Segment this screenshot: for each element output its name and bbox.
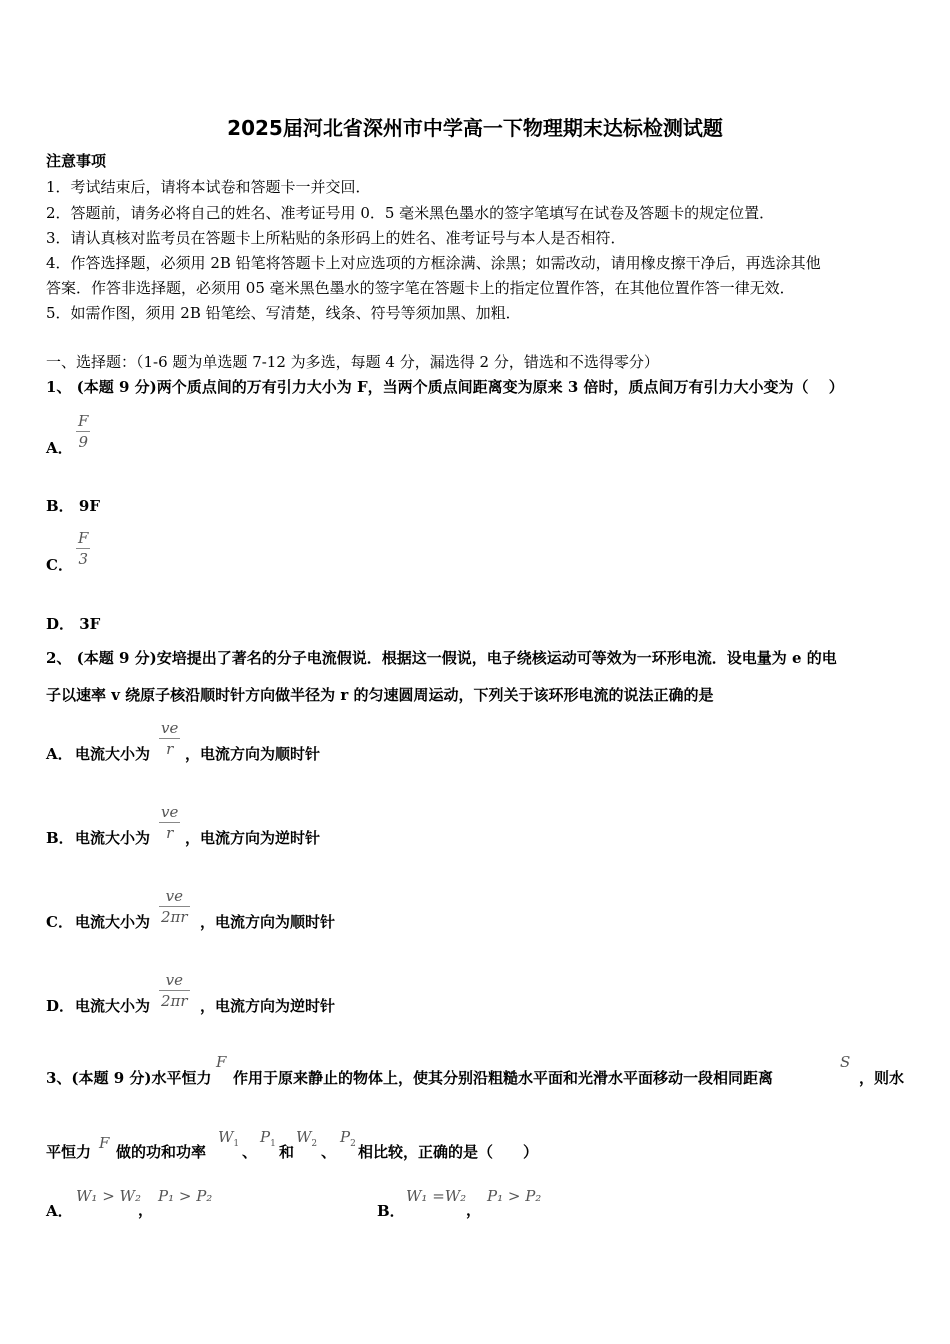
- denominator: 9: [78, 433, 88, 451]
- q2-option-c-prefix: 电流大小为: [75, 913, 151, 931]
- notice-item: 2．答题前，请务必将自己的姓名、准考证号用 0．5 毫米黑色墨水的签字笔填写在试卷及答题卡的规定位置．: [46, 204, 775, 222]
- question-3-stem-part6: 相比较，正确的是（ ）: [358, 1143, 539, 1161]
- letter: W: [218, 1128, 234, 1146]
- symbol-P1: [260, 1128, 276, 1149]
- q2-option-b-prefix: 电流大小为: [75, 829, 151, 847]
- q3-option-b-label: B．: [377, 1202, 405, 1220]
- q2-option-d-prefix: 电流大小为: [75, 997, 151, 1015]
- q1-option-d: D． 3F: [46, 615, 101, 633]
- letter: P: [340, 1128, 351, 1146]
- q1-option-b: B． 9F: [46, 497, 100, 515]
- numerator: F: [78, 529, 89, 547]
- question-3-stem-part5: 做的功和功率: [116, 1143, 207, 1161]
- q1-option-a-fraction: [76, 411, 90, 452]
- symbol-P2: [340, 1128, 356, 1149]
- symbol-W2: [296, 1128, 317, 1149]
- separator: 、: [321, 1143, 337, 1161]
- denominator: 2πr: [161, 908, 188, 926]
- q2-option-c-label: C．: [46, 913, 73, 931]
- q2-option-c-suffix: ，电流方向为顺时针: [200, 913, 336, 931]
- section-heading: 一、选择题：（1-6 题为单选题 7-12 为多选，每题 4 分，漏选得 2 分，错选和不选得零分）: [46, 353, 659, 371]
- q3-option-b-math1: W₁ =W₂: [406, 1187, 467, 1205]
- subscript: 1: [233, 1139, 240, 1149]
- q2-option-d-label: D．: [46, 997, 75, 1015]
- notice-item: 5．如需作图，须用 2B 铅笔绘、写清楚，线条、符号等须加黑、加粗．: [46, 304, 521, 322]
- notice-item: 4．作答选择题，必须用 2B 铅笔将答题卡上对应选项的方框涂满、涂黑；如需改动，请用橡皮擦干净后，再选涂其他: [46, 254, 821, 272]
- symbol-F: F: [99, 1134, 110, 1152]
- page-title: 2025届河北省深州市中学高一下物理期末达标检测试题: [227, 116, 723, 140]
- symbol-W1: [218, 1128, 239, 1149]
- letter: P: [260, 1128, 271, 1146]
- question-3-stem-part3: ，则水: [859, 1069, 905, 1087]
- denominator: 3: [78, 550, 88, 568]
- question-3-stem-part4: 平恒力: [46, 1143, 92, 1161]
- q2-option-b-suffix: ，电流方向为逆时针: [185, 829, 321, 847]
- separator: 、: [242, 1143, 258, 1161]
- q3-option-a-math1: W₁ > W₂: [76, 1187, 141, 1205]
- question-3-stem-part2: 作用于原来静止的物体上，使其分别沿粗糙水平面和光滑水平面移动一段相同距离: [233, 1069, 774, 1087]
- q3-option-a-math2: P₁ > P₂: [158, 1187, 213, 1205]
- question-2-stem-line2: 子以速率 v 绕原子核沿顺时针方向做半径为 r 的匀速圆周运动，下列关于该环形电流的说法正确的是: [46, 686, 714, 704]
- q2-option-c-fraction: [159, 886, 190, 927]
- denominator: r: [166, 824, 174, 842]
- numerator: F: [78, 412, 89, 430]
- q2-option-d-suffix: ，电流方向为逆时针: [200, 997, 336, 1015]
- q2-option-a-suffix: ，电流方向为顺时针: [185, 745, 321, 763]
- conjunction: 和: [279, 1143, 295, 1161]
- symbol-S: S: [840, 1053, 851, 1071]
- symbol-F: F: [216, 1053, 227, 1071]
- q3-option-b-comma: ，: [466, 1201, 482, 1219]
- q3-option-a-label: A．: [46, 1202, 73, 1220]
- q1-option-a-label: A．: [46, 439, 73, 457]
- question-3-stem-part1: 3、(本题 9 分)水平恒力: [46, 1069, 212, 1087]
- q1-option-c-fraction: [76, 528, 90, 569]
- subscript: 2: [350, 1139, 356, 1149]
- letter: W: [296, 1128, 312, 1146]
- notice-item: 1．考试结束后，请将本试卷和答题卡一并交回．: [46, 178, 371, 196]
- numerator: ve: [159, 886, 190, 907]
- subscript: 1: [270, 1139, 276, 1149]
- q2-option-a-prefix: 电流大小为: [75, 745, 151, 763]
- notice-heading: 注意事项: [46, 152, 107, 170]
- question-2-stem-line1: 2、 (本题 9 分)安培提出了著名的分子电流假说．根据这一假说，电子绕核运动可等效为一环形电流．设电量为 e 的电: [46, 649, 837, 667]
- notice-item: 3．请认真核对监考员在答题卡上所粘贴的条形码上的姓名、准考证号与本人是否相符．: [46, 229, 626, 247]
- numerator: ve: [159, 970, 190, 991]
- q2-option-d-fraction: [159, 970, 190, 1011]
- subscript: 2: [311, 1139, 318, 1149]
- q2-option-a-fraction: [159, 718, 180, 759]
- denominator: r: [166, 740, 174, 758]
- numerator: ve: [161, 719, 179, 737]
- q3-option-a-comma: ，: [138, 1201, 154, 1219]
- q2-option-b-label: B．: [46, 829, 74, 847]
- q3-option-b-math2: P₁ > P₂: [487, 1187, 542, 1205]
- notice-item: 答案．作答非选择题，必须用 05 毫米黑色墨水的签字笔在答题卡上的指定位置作答，在其他位置作答一律无效．: [46, 279, 795, 297]
- q1-option-c-label: C．: [46, 556, 73, 574]
- q2-option-b-fraction: [159, 802, 180, 843]
- question-1-stem: 1、 (本题 9 分)两个质点间的万有引力大小为 F，当两个质点间距离变为原来 3 倍时，质点间万有引力大小变为（ ）: [46, 378, 844, 396]
- denominator: 2πr: [161, 992, 188, 1010]
- q2-option-a-label: A．: [46, 745, 73, 763]
- numerator: ve: [161, 803, 179, 821]
